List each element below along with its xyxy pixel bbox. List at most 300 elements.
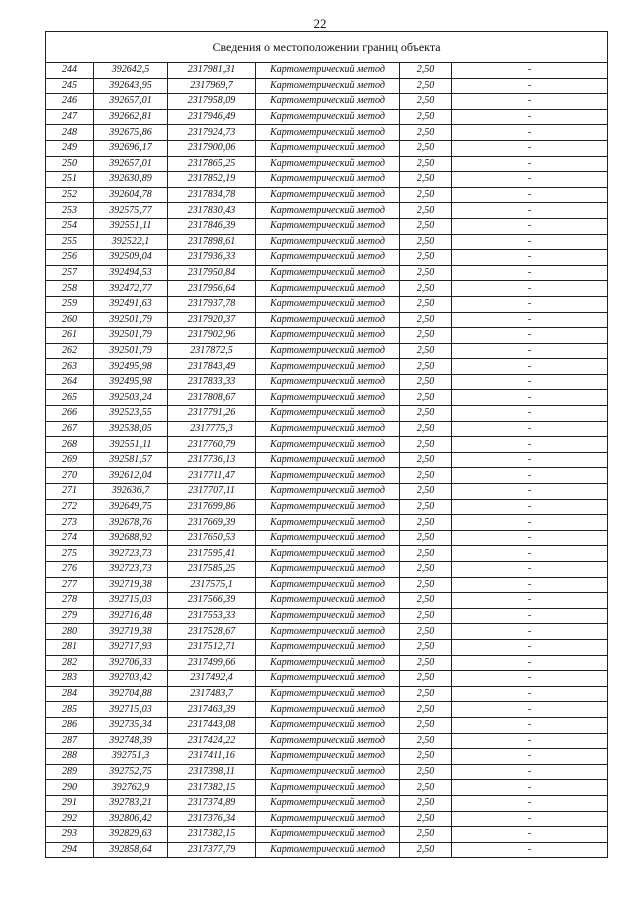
- y-coordinate-cell: 2317981,31: [168, 63, 256, 79]
- accuracy-cell: 2,50: [400, 686, 452, 702]
- accuracy-cell: 2,50: [400, 842, 452, 858]
- x-coordinate-cell: 392675,86: [94, 125, 168, 141]
- x-coordinate-cell: 392509,04: [94, 250, 168, 266]
- y-coordinate-cell: 2317902,96: [168, 328, 256, 344]
- y-coordinate-cell: 2317382,15: [168, 827, 256, 843]
- description-cell: -: [452, 717, 608, 733]
- method-cell: Картометрический метод: [256, 265, 400, 281]
- x-coordinate-cell: 392642,5: [94, 63, 168, 79]
- description-cell: -: [452, 452, 608, 468]
- point-number-cell: 266: [46, 406, 94, 422]
- table-row: [46, 655, 608, 671]
- table-body: [46, 63, 608, 858]
- point-number-cell: 272: [46, 499, 94, 515]
- y-coordinate-cell: 2317595,41: [168, 546, 256, 562]
- method-cell: Картометрический метод: [256, 421, 400, 437]
- y-coordinate-cell: 2317808,67: [168, 390, 256, 406]
- point-number-cell: 293: [46, 827, 94, 843]
- method-cell: Картометрический метод: [256, 484, 400, 500]
- description-cell: -: [452, 562, 608, 578]
- y-coordinate-cell: 2317872,5: [168, 343, 256, 359]
- accuracy-cell: 2,50: [400, 499, 452, 515]
- accuracy-cell: 2,50: [400, 452, 452, 468]
- method-cell: Картометрический метод: [256, 156, 400, 172]
- x-coordinate-cell: 392612,04: [94, 468, 168, 484]
- point-number-cell: 248: [46, 125, 94, 141]
- point-number-cell: 279: [46, 608, 94, 624]
- accuracy-cell: 2,50: [400, 328, 452, 344]
- accuracy-cell: 2,50: [400, 468, 452, 484]
- description-cell: -: [452, 671, 608, 687]
- description-cell: -: [452, 624, 608, 640]
- y-coordinate-cell: 2317575,1: [168, 577, 256, 593]
- method-cell: Картометрический метод: [256, 827, 400, 843]
- accuracy-cell: 2,50: [400, 484, 452, 500]
- x-coordinate-cell: 392551,11: [94, 218, 168, 234]
- y-coordinate-cell: 2317382,15: [168, 780, 256, 796]
- table-row: [46, 218, 608, 234]
- description-cell: -: [452, 842, 608, 858]
- accuracy-cell: 2,50: [400, 546, 452, 562]
- x-coordinate-cell: 392723,73: [94, 562, 168, 578]
- point-number-cell: 245: [46, 78, 94, 94]
- point-number-cell: 265: [46, 390, 94, 406]
- description-cell: -: [452, 109, 608, 125]
- y-coordinate-cell: 2317936,33: [168, 250, 256, 266]
- point-number-cell: 282: [46, 655, 94, 671]
- y-coordinate-cell: 2317846,39: [168, 218, 256, 234]
- method-cell: Картометрический метод: [256, 608, 400, 624]
- accuracy-cell: 2,50: [400, 702, 452, 718]
- point-number-cell: 256: [46, 250, 94, 266]
- x-coordinate-cell: 392748,39: [94, 733, 168, 749]
- method-cell: Картометрический метод: [256, 437, 400, 453]
- method-cell: Картометрический метод: [256, 795, 400, 811]
- method-cell: Картометрический метод: [256, 639, 400, 655]
- accuracy-cell: 2,50: [400, 343, 452, 359]
- method-cell: Картометрический метод: [256, 63, 400, 79]
- x-coordinate-cell: 392688,92: [94, 530, 168, 546]
- table-row: [46, 515, 608, 531]
- y-coordinate-cell: 2317958,09: [168, 94, 256, 110]
- table-row: [46, 842, 608, 858]
- y-coordinate-cell: 2317736,13: [168, 452, 256, 468]
- y-coordinate-cell: 2317775,3: [168, 421, 256, 437]
- y-coordinate-cell: 2317920,37: [168, 312, 256, 328]
- y-coordinate-cell: 2317398,11: [168, 764, 256, 780]
- accuracy-cell: 2,50: [400, 187, 452, 203]
- description-cell: -: [452, 749, 608, 765]
- method-cell: Картометрический метод: [256, 187, 400, 203]
- x-coordinate-cell: 392649,75: [94, 499, 168, 515]
- description-cell: -: [452, 140, 608, 156]
- y-coordinate-cell: 2317483,7: [168, 686, 256, 702]
- x-coordinate-cell: 392703,42: [94, 671, 168, 687]
- point-number-cell: 257: [46, 265, 94, 281]
- table-row: [46, 827, 608, 843]
- accuracy-cell: 2,50: [400, 406, 452, 422]
- description-cell: -: [452, 702, 608, 718]
- accuracy-cell: 2,50: [400, 624, 452, 640]
- method-cell: Картометрический метод: [256, 717, 400, 733]
- x-coordinate-cell: 392696,17: [94, 140, 168, 156]
- table-row: [46, 577, 608, 593]
- table-row: [46, 359, 608, 375]
- table-row: [46, 639, 608, 655]
- page-number: 22: [313, 16, 327, 31]
- description-cell: -: [452, 156, 608, 172]
- method-cell: Картометрический метод: [256, 94, 400, 110]
- table-row: [46, 484, 608, 500]
- x-coordinate-cell: 392581,57: [94, 452, 168, 468]
- x-coordinate-cell: 392717,93: [94, 639, 168, 655]
- point-number-cell: 276: [46, 562, 94, 578]
- method-cell: Картометрический метод: [256, 780, 400, 796]
- accuracy-cell: 2,50: [400, 203, 452, 219]
- point-number-cell: 261: [46, 328, 94, 344]
- accuracy-cell: 2,50: [400, 639, 452, 655]
- description-cell: -: [452, 437, 608, 453]
- y-coordinate-cell: 2317499,66: [168, 655, 256, 671]
- table-row: [46, 343, 608, 359]
- y-coordinate-cell: 2317711,47: [168, 468, 256, 484]
- accuracy-cell: 2,50: [400, 811, 452, 827]
- table-row: [46, 530, 608, 546]
- point-number-cell: 270: [46, 468, 94, 484]
- x-coordinate-cell: 392716,48: [94, 608, 168, 624]
- accuracy-cell: 2,50: [400, 421, 452, 437]
- table-row: [46, 374, 608, 390]
- accuracy-cell: 2,50: [400, 749, 452, 765]
- description-cell: -: [452, 795, 608, 811]
- accuracy-cell: 2,50: [400, 265, 452, 281]
- x-coordinate-cell: 392495,98: [94, 374, 168, 390]
- y-coordinate-cell: 2317669,39: [168, 515, 256, 531]
- x-coordinate-cell: 392806,42: [94, 811, 168, 827]
- accuracy-cell: 2,50: [400, 780, 452, 796]
- accuracy-cell: 2,50: [400, 281, 452, 297]
- table-row: [46, 187, 608, 203]
- point-number-cell: 291: [46, 795, 94, 811]
- point-number-cell: 263: [46, 359, 94, 375]
- y-coordinate-cell: 2317585,25: [168, 562, 256, 578]
- table-row: [46, 281, 608, 297]
- y-coordinate-cell: 2317463,39: [168, 702, 256, 718]
- accuracy-cell: 2,50: [400, 109, 452, 125]
- method-cell: Картометрический метод: [256, 702, 400, 718]
- method-cell: Картометрический метод: [256, 281, 400, 297]
- point-number-cell: 289: [46, 764, 94, 780]
- y-coordinate-cell: 2317969,7: [168, 78, 256, 94]
- table-row: [46, 717, 608, 733]
- description-cell: -: [452, 328, 608, 344]
- table-row: [46, 749, 608, 765]
- x-coordinate-cell: 392523,55: [94, 406, 168, 422]
- description-cell: -: [452, 203, 608, 219]
- y-coordinate-cell: 2317843,49: [168, 359, 256, 375]
- description-cell: -: [452, 655, 608, 671]
- point-number-cell: 251: [46, 172, 94, 188]
- description-cell: -: [452, 312, 608, 328]
- y-coordinate-cell: 2317833,33: [168, 374, 256, 390]
- accuracy-cell: 2,50: [400, 125, 452, 141]
- accuracy-cell: 2,50: [400, 608, 452, 624]
- table-row: [46, 562, 608, 578]
- accuracy-cell: 2,50: [400, 296, 452, 312]
- accuracy-cell: 2,50: [400, 359, 452, 375]
- table-row: [46, 764, 608, 780]
- description-cell: -: [452, 187, 608, 203]
- accuracy-cell: 2,50: [400, 515, 452, 531]
- table-row: [46, 624, 608, 640]
- method-cell: Картометрический метод: [256, 764, 400, 780]
- point-number-cell: 264: [46, 374, 94, 390]
- x-coordinate-cell: 392494,53: [94, 265, 168, 281]
- point-number-cell: 281: [46, 639, 94, 655]
- point-number-cell: 260: [46, 312, 94, 328]
- description-cell: -: [452, 281, 608, 297]
- table-row: [46, 733, 608, 749]
- accuracy-cell: 2,50: [400, 63, 452, 79]
- method-cell: Картометрический метод: [256, 140, 400, 156]
- y-coordinate-cell: 2317950,84: [168, 265, 256, 281]
- y-coordinate-cell: 2317924,73: [168, 125, 256, 141]
- accuracy-cell: 2,50: [400, 655, 452, 671]
- accuracy-cell: 2,50: [400, 140, 452, 156]
- description-cell: -: [452, 125, 608, 141]
- description-cell: -: [452, 499, 608, 515]
- description-cell: -: [452, 421, 608, 437]
- x-coordinate-cell: 392636,7: [94, 484, 168, 500]
- table-row: [46, 63, 608, 79]
- method-cell: Картометрический метод: [256, 125, 400, 141]
- y-coordinate-cell: 2317830,43: [168, 203, 256, 219]
- x-coordinate-cell: 392657,01: [94, 94, 168, 110]
- x-coordinate-cell: 392858,64: [94, 842, 168, 858]
- point-number-cell: 280: [46, 624, 94, 640]
- accuracy-cell: 2,50: [400, 733, 452, 749]
- description-cell: -: [452, 63, 608, 79]
- accuracy-cell: 2,50: [400, 437, 452, 453]
- accuracy-cell: 2,50: [400, 717, 452, 733]
- description-cell: -: [452, 608, 608, 624]
- table-row: [46, 125, 608, 141]
- method-cell: Картометрический метод: [256, 577, 400, 593]
- method-cell: Картометрический метод: [256, 546, 400, 562]
- method-cell: Картометрический метод: [256, 296, 400, 312]
- x-coordinate-cell: 392472,77: [94, 281, 168, 297]
- description-cell: -: [452, 515, 608, 531]
- point-number-cell: 273: [46, 515, 94, 531]
- table-row: [46, 671, 608, 687]
- description-cell: -: [452, 250, 608, 266]
- table-row: [46, 390, 608, 406]
- point-number-cell: 246: [46, 94, 94, 110]
- x-coordinate-cell: 392604,78: [94, 187, 168, 203]
- accuracy-cell: 2,50: [400, 218, 452, 234]
- description-cell: -: [452, 343, 608, 359]
- table-row: [46, 499, 608, 515]
- x-coordinate-cell: 392706,33: [94, 655, 168, 671]
- y-coordinate-cell: 2317852,19: [168, 172, 256, 188]
- x-coordinate-cell: 392715,03: [94, 593, 168, 609]
- x-coordinate-cell: 392715,03: [94, 702, 168, 718]
- x-coordinate-cell: 392783,21: [94, 795, 168, 811]
- point-number-cell: 244: [46, 63, 94, 79]
- accuracy-cell: 2,50: [400, 156, 452, 172]
- accuracy-cell: 2,50: [400, 671, 452, 687]
- point-number-cell: 253: [46, 203, 94, 219]
- table-row: [46, 780, 608, 796]
- method-cell: Картометрический метод: [256, 203, 400, 219]
- y-coordinate-cell: 2317956,64: [168, 281, 256, 297]
- x-coordinate-cell: 392719,38: [94, 624, 168, 640]
- y-coordinate-cell: 2317707,11: [168, 484, 256, 500]
- table-row: [46, 546, 608, 562]
- description-cell: -: [452, 827, 608, 843]
- description-cell: -: [452, 780, 608, 796]
- method-cell: Картометрический метод: [256, 530, 400, 546]
- y-coordinate-cell: 2317411,16: [168, 749, 256, 765]
- method-cell: Картометрический метод: [256, 749, 400, 765]
- point-number-cell: 259: [46, 296, 94, 312]
- table-row: [46, 702, 608, 718]
- table-row: [46, 328, 608, 344]
- accuracy-cell: 2,50: [400, 390, 452, 406]
- table-row: [46, 811, 608, 827]
- table-row: [46, 140, 608, 156]
- table-row: [46, 452, 608, 468]
- description-cell: -: [452, 265, 608, 281]
- method-cell: Картометрический метод: [256, 78, 400, 94]
- point-number-cell: 250: [46, 156, 94, 172]
- table-row: [46, 296, 608, 312]
- method-cell: Картометрический метод: [256, 733, 400, 749]
- point-number-cell: 284: [46, 686, 94, 702]
- accuracy-cell: 2,50: [400, 234, 452, 250]
- description-cell: -: [452, 530, 608, 546]
- x-coordinate-cell: 392501,79: [94, 328, 168, 344]
- point-number-cell: 255: [46, 234, 94, 250]
- point-number-cell: 271: [46, 484, 94, 500]
- table-row: [46, 94, 608, 110]
- description-cell: -: [452, 577, 608, 593]
- accuracy-cell: 2,50: [400, 593, 452, 609]
- x-coordinate-cell: 392719,38: [94, 577, 168, 593]
- y-coordinate-cell: 2317528,67: [168, 624, 256, 640]
- method-cell: Картометрический метод: [256, 593, 400, 609]
- y-coordinate-cell: 2317374,89: [168, 795, 256, 811]
- y-coordinate-cell: 2317865,25: [168, 156, 256, 172]
- point-number-cell: 285: [46, 702, 94, 718]
- description-cell: -: [452, 172, 608, 188]
- y-coordinate-cell: 2317791,26: [168, 406, 256, 422]
- point-number-cell: 294: [46, 842, 94, 858]
- method-cell: Картометрический метод: [256, 468, 400, 484]
- point-number-cell: 254: [46, 218, 94, 234]
- x-coordinate-cell: 392501,79: [94, 343, 168, 359]
- y-coordinate-cell: 2317553,33: [168, 608, 256, 624]
- x-coordinate-cell: 392657,01: [94, 156, 168, 172]
- table-row: [46, 406, 608, 422]
- x-coordinate-cell: 392522,1: [94, 234, 168, 250]
- x-coordinate-cell: 392662,81: [94, 109, 168, 125]
- table-row: [46, 265, 608, 281]
- x-coordinate-cell: 392752,75: [94, 764, 168, 780]
- point-number-cell: 278: [46, 593, 94, 609]
- table-title: Сведения о местоположении границ объекта: [46, 32, 608, 63]
- x-coordinate-cell: 392551,11: [94, 437, 168, 453]
- y-coordinate-cell: 2317760,79: [168, 437, 256, 453]
- x-coordinate-cell: 392829,63: [94, 827, 168, 843]
- table-row: [46, 250, 608, 266]
- accuracy-cell: 2,50: [400, 250, 452, 266]
- description-cell: -: [452, 593, 608, 609]
- accuracy-cell: 2,50: [400, 827, 452, 843]
- method-cell: Картометрический метод: [256, 109, 400, 125]
- method-cell: Картометрический метод: [256, 328, 400, 344]
- y-coordinate-cell: 2317699,86: [168, 499, 256, 515]
- description-cell: -: [452, 374, 608, 390]
- method-cell: Картометрический метод: [256, 515, 400, 531]
- x-coordinate-cell: 392751,3: [94, 749, 168, 765]
- method-cell: Картометрический метод: [256, 359, 400, 375]
- point-number-cell: 252: [46, 187, 94, 203]
- point-number-cell: 275: [46, 546, 94, 562]
- table-row: [46, 421, 608, 437]
- description-cell: -: [452, 390, 608, 406]
- accuracy-cell: 2,50: [400, 562, 452, 578]
- table-row: [46, 78, 608, 94]
- method-cell: Картометрический метод: [256, 842, 400, 858]
- method-cell: Картометрический метод: [256, 172, 400, 188]
- description-cell: -: [452, 733, 608, 749]
- point-number-cell: 283: [46, 671, 94, 687]
- description-cell: -: [452, 546, 608, 562]
- description-cell: -: [452, 78, 608, 94]
- x-coordinate-cell: 392704,88: [94, 686, 168, 702]
- x-coordinate-cell: 392538,05: [94, 421, 168, 437]
- x-coordinate-cell: 392678,76: [94, 515, 168, 531]
- accuracy-cell: 2,50: [400, 530, 452, 546]
- description-cell: -: [452, 811, 608, 827]
- y-coordinate-cell: 2317946,49: [168, 109, 256, 125]
- point-number-cell: 288: [46, 749, 94, 765]
- x-coordinate-cell: 392495,98: [94, 359, 168, 375]
- point-number-cell: 277: [46, 577, 94, 593]
- table-row: [46, 795, 608, 811]
- accuracy-cell: 2,50: [400, 795, 452, 811]
- method-cell: Картометрический метод: [256, 406, 400, 422]
- method-cell: Картометрический метод: [256, 499, 400, 515]
- y-coordinate-cell: 2317424,22: [168, 733, 256, 749]
- description-cell: -: [452, 764, 608, 780]
- x-coordinate-cell: 392501,79: [94, 312, 168, 328]
- description-cell: -: [452, 296, 608, 312]
- point-number-cell: 249: [46, 140, 94, 156]
- y-coordinate-cell: 2317900,06: [168, 140, 256, 156]
- description-cell: -: [452, 468, 608, 484]
- method-cell: Картометрический метод: [256, 686, 400, 702]
- point-number-cell: 267: [46, 421, 94, 437]
- table-row: [46, 172, 608, 188]
- method-cell: Картометрический метод: [256, 234, 400, 250]
- y-coordinate-cell: 2317512,71: [168, 639, 256, 655]
- point-number-cell: 269: [46, 452, 94, 468]
- method-cell: Картометрический метод: [256, 374, 400, 390]
- x-coordinate-cell: 392643,95: [94, 78, 168, 94]
- method-cell: Картометрический метод: [256, 655, 400, 671]
